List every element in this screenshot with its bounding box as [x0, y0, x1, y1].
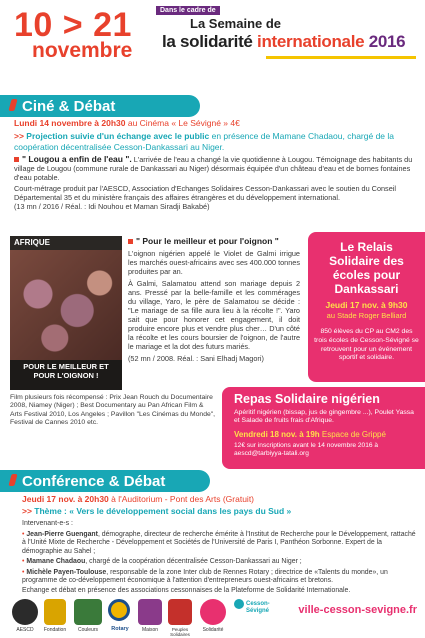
speaker-name: Jean-Pierre Guengant: [26, 531, 98, 538]
brand-tag: Dans le cadre de: [156, 6, 220, 15]
quote-icon: [8, 99, 17, 111]
speaker-item: • Michèle Payen-Toulouse, responsable de la zone Inter club de Rennes Rotary ; directrice de «Talents du monde», un programme de co-développement économique à l'attention d'entrepreneurs ouest-africains et bretons.: [22, 568, 388, 585]
logo-rotary: Rotary: [108, 599, 130, 621]
brand-line2-start: la solidarité: [162, 32, 258, 51]
repas-title: Repas Solidaire nigérien: [234, 392, 380, 406]
film-poster: [10, 236, 122, 390]
repas-date: Vendredi 18 nov. à 19h: [234, 430, 320, 439]
theme-text: Thème : « Vers le développement social dans les pays du Sud »: [34, 506, 292, 516]
brand-line2: [162, 32, 405, 52]
conference-theme: [22, 506, 422, 516]
conference-date: [22, 494, 422, 504]
logo-fondation: Fondation: [44, 599, 66, 625]
repas-datetime: [234, 430, 424, 439]
date-range: 10 > 21: [14, 6, 132, 44]
relais-text: 850 élèves du CP au CM2 des trois écoles de Cesson-Sévigné se retrouvent pour un événement sportif et solidaire.: [314, 328, 419, 362]
film2-title: " Pour le meilleur et pour l'oignon ": [128, 236, 300, 246]
screening-intro: [14, 131, 419, 153]
film1-credits1: Court-métrage produit par l'AESCD, Association d'Echanges Solidaires Cesson-Dankassari avec le soutien du Conseil Départemental 35 et du ministère français des affaires étrangères et du développement international.: [14, 184, 397, 202]
intro-rest: en présence de Mamane Chadaou, chargé de la coopération décentralisée Cesson-Dankassari au Niger.: [14, 131, 394, 152]
repas-place: Espace de Grippé: [319, 430, 386, 439]
screening-date-rest: au Cinéma « Le Sévigné » 4€: [125, 118, 240, 128]
film1-desc: [14, 155, 419, 182]
logo-aescd: AESCD: [12, 599, 38, 625]
brand-line1: La Semaine de: [190, 16, 282, 31]
poster-image: [10, 250, 122, 360]
film2-p1: L'oignon nigérien appelé le Violet de Galmi irrigue les marchés ouest-africains avec ses 400.000 tonnes produites par an.: [128, 249, 300, 276]
film1-title: " Lougou a enfin de l'eau ".: [14, 154, 132, 164]
date-month: novembre: [32, 39, 133, 62]
screening-date-bold: Lundi 14 novembre à 20h30: [14, 118, 126, 128]
repas-box: [222, 387, 425, 469]
logo-maison: Maison: [138, 599, 162, 625]
relais-title: Le Relais Solidaire des écoles pour Dankassari: [329, 240, 404, 296]
speaker-desc: , responsable de la zone Inter club de Rennes Rotary ; directrice de «Talents du monde», un programme de co-développement économique à l'attention d'entrepreneurs ouest-africains et bretons.: [22, 568, 388, 585]
speakers-block: [22, 519, 420, 596]
event-brand: [156, 6, 416, 62]
repas-menu: Apéritif nigérien (bissap, jus de gingembre ...), Poulet Yassa et Salade de fruits frais d'Afrique.: [234, 409, 414, 425]
logo-peuples-solidaires: Peuples Solidaires: [168, 599, 192, 625]
intervenants-label: Intervenant-e-s :: [22, 520, 73, 527]
conference-date-bold: Jeudi 17 nov. à 20h30: [22, 494, 109, 504]
brand-year: 2016: [368, 32, 406, 51]
screening-date: [14, 118, 419, 128]
film1: [14, 155, 419, 211]
relais-box: [308, 232, 425, 382]
film2-p2: À Galmi, Salamatou attend son mariage depuis 2 ans. Pressé par la belle-famille et les commérages du village, Yaro, le père de Salamatou se décide : "Le mariage de sa fille aura lieu à la récolte !". Yaro sait que pour honorer cet engagement, il doit produire encore plus et vendre plus cher… D'un côté la récolte et les cours boursier de l'oignon, de l'autre le mariage et la dot des futurs mariés.: [128, 279, 300, 351]
speaker-item: • Mamane Chadaou, chargé de la coopération décentralisée Cesson-Dankassari au Niger ;: [22, 558, 302, 566]
film1-text: L'arrivée de l'eau a changé la vie quotidienne à Lougou. Témoignage des habitants du village de Lougou (commune rurale de Dankassari au Niger) désormais équipée d'un château d'eau et de bornes fontaines d'eau potable.: [14, 155, 413, 182]
speaker-item: • Jean-Pierre Guengant, démographe, directeur de recherche émérite à l'Institut de Recherche pour le Développement, rattaché à l'Unité Mixte de Recherche - Développement et Sociétés de l'Université de Paris I, Panthéon Sorbonne. Expert de la démographie au Sahel ;: [22, 531, 416, 555]
film1-credits2: (13 mn / 2016 / Réal. : Idi Nouhou et Maman Siradji Bakabé): [14, 202, 210, 211]
poster-caption: POUR LE MEILLEUR ET POUR L'OIGNON !: [23, 362, 109, 380]
footer-url[interactable]: ville-cesson-sevigne.fr: [298, 604, 417, 616]
film-awards: Film plusieurs fois récompensé : Prix Jean Rouch du Documentaire 2008, Niamey (Niger) ; Best Documentary au Pan African Film & Arts Festival 2010, Los Angeles ; Pavillon "Les Cinémas du Monde", Festival de Cannes 2010 etc.: [10, 394, 216, 426]
quote-icon: [8, 474, 17, 486]
speaker-name: Michèle Payen-Toulouse: [26, 568, 107, 576]
bullet-icon: [128, 239, 133, 244]
poster-top-bar: [10, 236, 122, 250]
intro-arrow: >>: [14, 131, 27, 141]
intro-bold: Projection suivie d'un échange avec le public: [26, 131, 210, 141]
poster-top-label: AFRIQUE: [14, 238, 50, 247]
logo-couleurs: Couleurs: [74, 599, 102, 625]
bullet-icon: [14, 157, 19, 162]
logo-cesson-sevigne: Cesson-Sévigné: [234, 599, 278, 625]
brand-line2-accent: internationale: [257, 32, 365, 51]
speaker-desc: , démographe, directeur de recherche émérite à l'Institut de Recherche pour le Développement, rattaché à l'Unité Mixte de Recherche - Développement et Sociétés de l'Université de Paris I, Panthéon Sorbonne. Expert de la démographie au Sahel ;: [22, 531, 416, 555]
section-banner-cine: [0, 95, 200, 117]
section-banner-conference: [0, 470, 210, 492]
film2: [128, 236, 300, 363]
relais-place: au Stade Roger Belliard: [326, 311, 407, 320]
section-title-cine: Ciné & Débat: [22, 98, 116, 115]
logo-solidarite: Solidarité: [200, 599, 226, 625]
brand-underline: [266, 56, 416, 59]
speaker-desc: , chargé de la coopération décentralisée Cesson-Dankassari au Niger ;: [85, 558, 302, 566]
cesson-mark-icon: [234, 599, 244, 609]
repas-price: 12€ sur inscriptions avant le 14 novembre 2016 à aescd@tarbiyya-tatali.org: [234, 442, 379, 458]
theme-arrow: >>: [22, 506, 35, 516]
relais-date: Jeudi 17 nov. à 9h30: [325, 300, 408, 310]
film2-credits: (52 mn / 2008. Réal. : Sani Elhadj Magori): [128, 354, 264, 363]
closing-text: Echange et débat en présence des associations cessonnaises de la Plateforme de Solidarité Internationale.: [22, 587, 351, 595]
speaker-name: Mamane Chadaou: [26, 558, 86, 566]
conference-date-rest: à l'Auditorium - Pont des Arts (Gratuit): [108, 494, 255, 504]
section-title-conference: Conférence & Débat: [22, 473, 166, 490]
